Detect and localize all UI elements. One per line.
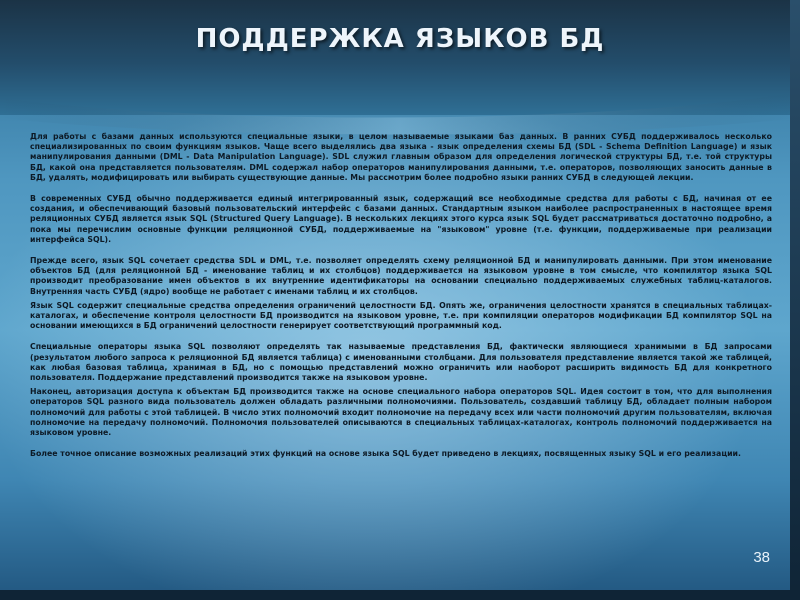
paragraph-2: В современных СУБД обычно поддерживается единый интегрированный язык, содержащий все необходимые средства для работы с БД, начиная от ее создания, и обеспечивающий базовый пользовательский интерфейс с базами данных. Стандартным языком наиболее распространенных в настоящее время реляционных СУБД является язык SQL (Structured Query Language). В нескольких лекциях этого курса язык SQL будет рассматриваться достаточно подробно, а пока мы перечислим основные функции реляционной СУБД, поддерживаемые на "языковом" уровне (т.е. функции, поддерживаемые при реализации интерфейса SQL). bbox=[30, 194, 772, 244]
frame-bottom-edge bbox=[0, 590, 800, 600]
frame-right-edge bbox=[790, 0, 800, 600]
paragraph-3: Прежде всего, язык SQL сочетает средства SDL и DML, т.е. позволяет определять схему реляционной БД и манипулировать данными. При этом именование объектов БД (для реляционной БД - именование таблиц и их столбцов) поддерживается на языковом уровне в том смысле, что компилятор языка SQL производит преобразование имен объектов в их внутренние идентификаторы на основании специально поддерживаемых служебных таблиц-каталогов. Внутренняя часть СУБД (ядро) вообще не работает с именами таблиц и их столбцов. bbox=[30, 256, 772, 296]
paragraph-1: Для работы с базами данных используются специальные языки, в целом называемые языками баз данных. В ранних СУБД поддерживалось несколько специализированных по своим функциям языков. Чаще всего выделялись два языка - язык определения схемы БД (SDL - Schema Definition Language) и язык манипулирования данными (DML - Data Manipulation Language). SDL служил главным образом для определения логической структуры БД, т.е. той структуры БД, какой она представляется пользователям. DML содержал набор операторов манипулирования данными, т.е. операторов, позволяющих заносить данные в БД, удалять, модифицировать или выбирать существующие данные. Мы рассмотрим более подробно языки ранних СУБД в следующей лекции. bbox=[30, 132, 772, 182]
paragraph-4: Язык SQL содержит специальные средства определения ограничений целостности БД. Опять же, ограничения целостности хранятся в специальных таблицах-каталогах, и обеспечение контроля целостности БД производится на языковом уровне, т.е. при компиляции операторов модификации БД компилятор SQL на основании имеющихся в БД ограничений целостности генерирует соответствующий программный код. bbox=[30, 300, 772, 331]
paragraph-7: Более точное описание возможных реализаций этих функций на основе языка SQL будет приведено в лекциях, посвященных языку SQL и его реализации. bbox=[30, 449, 741, 459]
header-swoosh bbox=[0, 0, 800, 140]
slide-title: ПОДДЕРЖКА ЯЗЫКОВ БД bbox=[195, 24, 605, 54]
paragraph-5: Специальные операторы языка SQL позволяют определять так называемые представления БД, фактически являющиеся хранимыми в БД запросами (результатом любого запроса к реляционной БД является таблица) с именованными столбцами. Для пользователя представление является такой же таблицей, как любая базовая таблица, хранимая в БД, но с помощью представлений можно ограничить или наоборот расширить видимость БД для конкретного пользователя. Поддержание представлений производится также на языковом уровне. bbox=[30, 342, 772, 383]
slide-body bbox=[30, 132, 772, 532]
paragraph-6: Наконец, авторизация доступа к объектам БД производится также на основе специального набора операторов SQL. Идея состоит в том, что для выполнения операторов SQL разного вида пользователь должен обладать различными полномочиями. Пользователь, создавший таблицу БД, обладает полным набором полномочий для работы с этой таблицей. В число этих полномочий входит полномочие на передачу всех или части полномочий другим пользователям, включая полномочие на передачу полномочий. Полномочия пользователей описываются в специальных таблицах-каталогах, контроль полномочий поддерживается на языковом уровне. bbox=[30, 387, 772, 438]
page-number: 38 bbox=[753, 549, 770, 566]
